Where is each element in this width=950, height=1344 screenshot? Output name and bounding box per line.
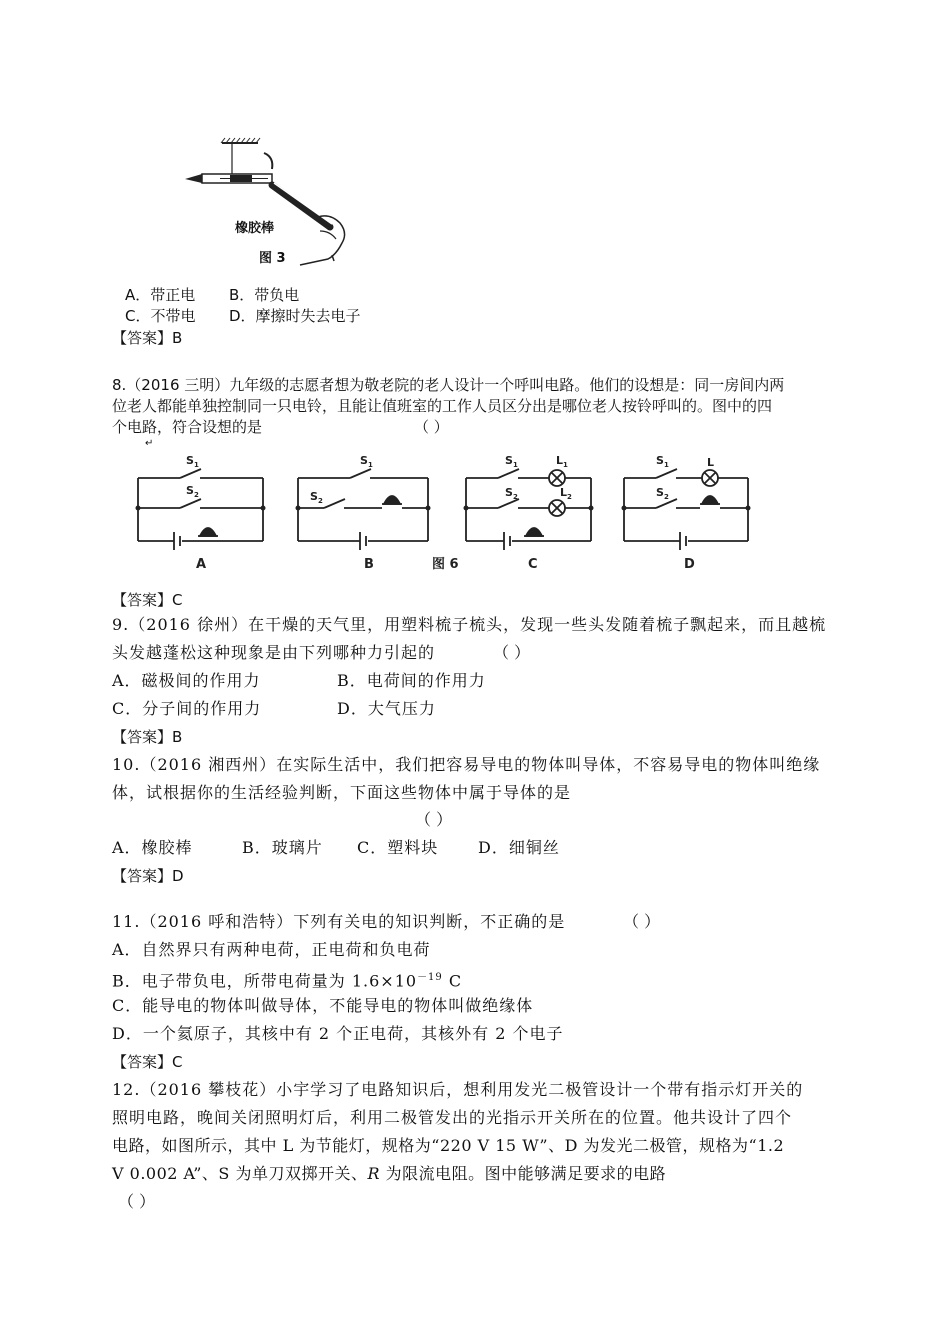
figure-3-caption: 图 3 (259, 251, 286, 266)
fig6-label-a: A (196, 557, 207, 572)
fig6-d-s1-sub: 1 (663, 461, 669, 469)
q8-answer: 【答案】C (112, 591, 183, 609)
q7-answer: 【答案】B (112, 329, 183, 347)
fig6-b-s1-label: S (360, 454, 368, 467)
q11-stem: 11.（2016 呼和浩特）下列有关电的知识判断，不正确的是 (112, 912, 566, 931)
svg-text:S1 (360, 454, 373, 469)
fig6-c-s1-sub: 1 (512, 461, 518, 469)
fig6-b-s2-label: S (310, 490, 318, 503)
q10-option-d: D．细铜丝 (478, 838, 560, 857)
q11-option-a: A．自然界只有两种电荷，正电荷和负电荷 (112, 940, 431, 959)
q10-stem-line-1: 10.（2016 湘西州）在实际生活中，我们把容易导电的物体叫导体，不容易导电的物体叫绝缘 (112, 755, 821, 774)
q9-option-c: C．分子间的作用力 (112, 699, 262, 718)
q9-option-d: D．大气压力 (337, 699, 436, 718)
svg-text:S2 (186, 484, 199, 499)
fig6-d-l-label: L (707, 456, 715, 469)
paragraph-mark: ↵ (145, 438, 154, 449)
q10-stem-line-2: 体，试根据你的生活经验判断，下面这些物体中属于导体的是 (112, 783, 572, 802)
svg-text:L1 (556, 454, 568, 469)
q12-stem-line-4 (112, 1164, 666, 1184)
q10-answer-bracket: （ ） (415, 810, 453, 829)
q11-option-b (112, 968, 462, 991)
figure-3-rod-label: 橡胶棒 (235, 221, 275, 236)
figure-6-circuits (120, 444, 760, 576)
q7-option-d: D．摩擦时失去电子 (229, 307, 361, 325)
fig6-a-s1-sub: 1 (193, 461, 199, 469)
q9-answer: 【答案】B (112, 728, 183, 746)
q12-resistor-symbol: R (367, 1164, 381, 1183)
q7-option-c: C．不带电 (125, 307, 196, 325)
fig6-c-l2-label: L (560, 486, 568, 499)
q12-stem-line-2: 照明电路，晚间关闭照明灯后，利用二极管发出的光指示开关所在的位置。他共设计了四个 (112, 1108, 793, 1127)
q9-answer-bracket: （ ） (493, 643, 531, 662)
q11-answer: 【答案】C (112, 1053, 183, 1071)
q9-stem-line-2: 头发越蓬松这种现象是由下列哪种力引起的 (112, 643, 436, 662)
fig6-a-s2-sub: 2 (193, 491, 199, 499)
fig6-a-s1-label: S (186, 454, 194, 467)
fig6-d-s1-label: S (656, 454, 664, 467)
svg-text:S1 (505, 454, 518, 469)
q8-stem-line-2: 位老人都能单独控制同一只电铃，且能让值班室的工作人员区分出是哪位老人按铃呼叫的。图中的四 (112, 397, 773, 415)
fig6-c-l1-label: L (556, 454, 564, 467)
q7-option-b: B．带负电 (229, 286, 300, 304)
fig6-b-s1-sub: 1 (367, 461, 373, 469)
q9-option-a: A．磁极间的作用力 (112, 671, 261, 690)
fig6-c-s1-label: S (505, 454, 513, 467)
fig6-label-d: D (684, 557, 695, 572)
q11-option-b-unit: C (442, 971, 463, 991)
q10-option-c: C．塑料块 (357, 838, 439, 857)
fig6-a-s2-label: S (186, 484, 194, 497)
q12-stem-line-4-pre: V 0.002 A”、S 为单刀双掷开关、 (112, 1164, 368, 1183)
q12-stem-line-3: 电路，如图所示，其中 L 为节能灯，规格为“220 V 15 W”、D 为发光二极管，规格为“1.2 (112, 1136, 785, 1155)
fig6-caption: 图 6 (432, 557, 459, 572)
svg-text:L2 (560, 486, 572, 501)
fig6-c-l1-sub: 1 (563, 461, 568, 469)
q11-option-b-exponent: －19 (417, 972, 443, 983)
q10-answer: 【答案】D (112, 867, 184, 885)
q8-stem-line-3: 个电路，符合设想的是 (112, 418, 263, 436)
q9-option-b: B．电荷间的作用力 (337, 671, 486, 690)
fig6-c-s2-sub: 2 (512, 493, 518, 501)
svg-text:S1 (186, 454, 199, 469)
q8-stem-line-1: 8.（2016 三明）九年级的志愿者想为敬老院的老人设计一个呼叫电路。他们的设想是：同一房间内两 (112, 376, 785, 394)
q9-stem-line-1: 9.（2016 徐州）在干燥的天气里，用塑料梳子梳头，发现一些头发随着梳子飘起来，而且越梳 (112, 615, 827, 634)
q12-stem-line-4-post: 为限流电阻。图中能够满足要求的电路 (380, 1164, 667, 1183)
q11-option-c: C．能导电的物体叫做导体，不能导电的物体叫做绝缘体 (112, 996, 534, 1015)
q7-option-a: A．带正电 (125, 286, 196, 304)
fig6-label-c: C (528, 557, 538, 572)
fig6-label-b: B (364, 557, 374, 572)
q11-option-b-text: B．电子带负电，所带电荷量为 1.6×10 (112, 971, 418, 991)
q12-stem-line-1: 12.（2016 攀枝花）小宇学习了电路知识后，想利用发光二极管设计一个带有指示灯开关的 (112, 1080, 804, 1099)
svg-text:S1 (656, 454, 669, 469)
q12-answer-bracket: （ ） (118, 1192, 156, 1211)
svg-text:S2 (656, 486, 669, 501)
fig6-b-s2-sub: 2 (317, 497, 323, 505)
q10-option-b: B．玻璃片 (242, 838, 323, 857)
fig6-c-s2-label: S (505, 486, 513, 499)
fig6-d-s2-sub: 2 (663, 493, 669, 501)
q11-answer-bracket: （ ） (623, 912, 661, 931)
svg-text:S2 (310, 490, 323, 505)
fig6-d-s2-label: S (656, 486, 664, 499)
q11-option-d: D．一个氦原子，其核中有 2 个正电荷，其核外有 2 个电子 (112, 1024, 564, 1043)
svg-text:S2 (505, 486, 518, 501)
q8-answer-bracket: （ ） (414, 418, 449, 436)
q10-option-a: A．橡胶棒 (112, 838, 193, 857)
fig6-c-l2-sub: 2 (567, 493, 572, 501)
